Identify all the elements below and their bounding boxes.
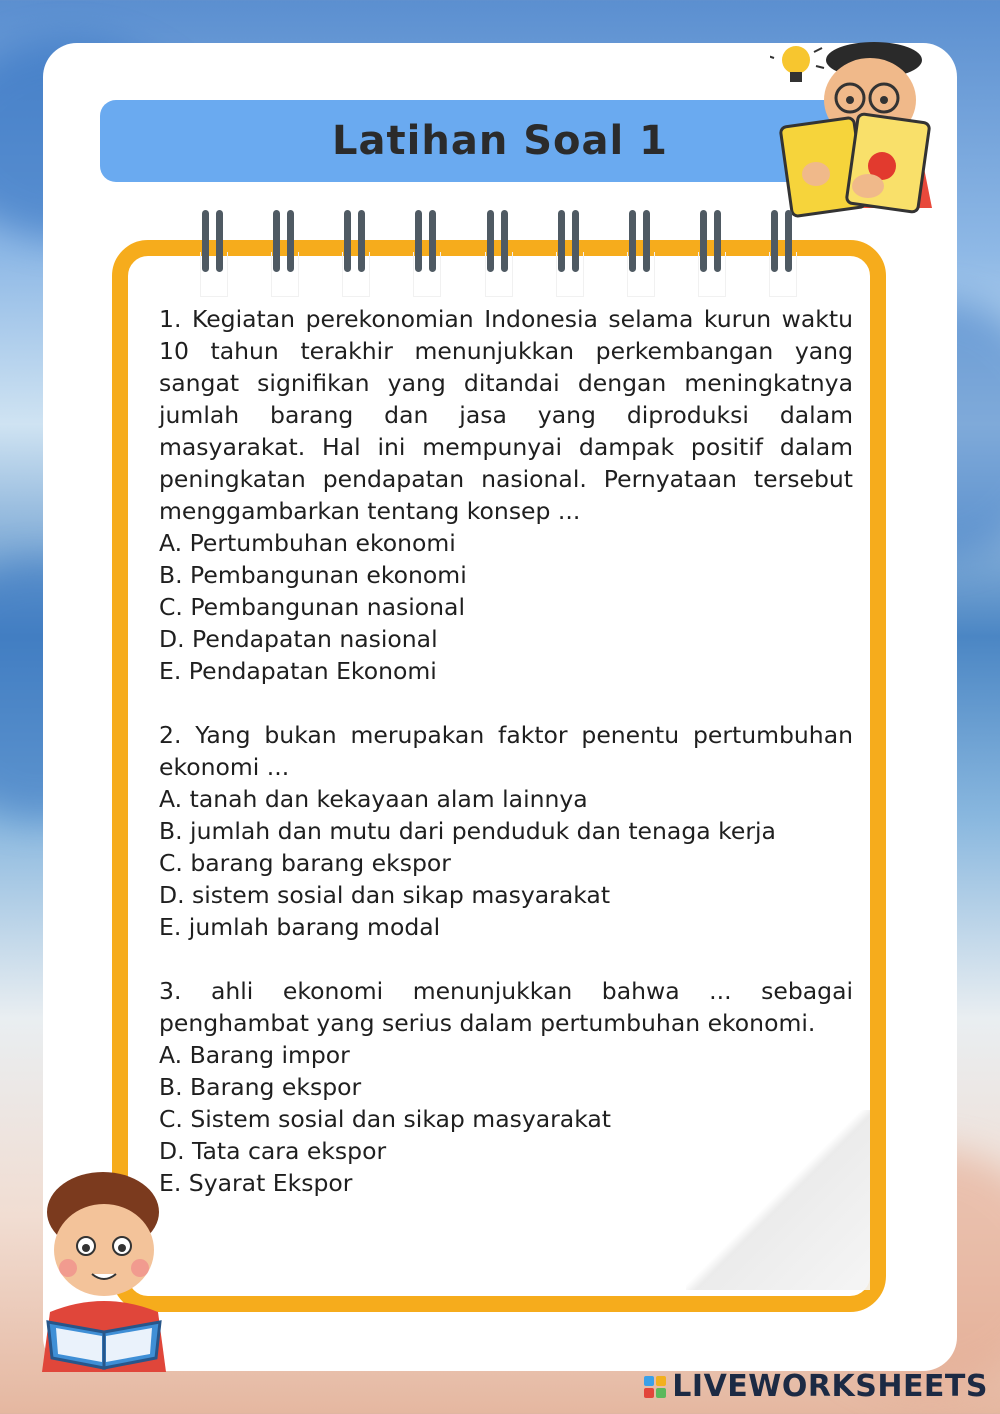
questions-list [159,303,853,1199]
binder-ring [556,210,582,274]
spacer [159,943,853,975]
lightbulb-icon [770,46,824,82]
binder-ring [271,210,297,274]
answer-option-d[interactable]: D. Pendapatan nasional [159,625,438,653]
answer-option-a[interactable]: A. tanah dan kekayaan alam lainnya [159,785,588,813]
answer-option-b[interactable]: B. jumlah dan mutu dari penduduk dan tenaga kerja [159,817,776,845]
answer-option-d[interactable]: D. Tata cara ekspor [159,1137,387,1165]
question-text: 1. Kegiatan perekonomian Indonesia selama kurun waktu 10 tahun terakhir menunjukkan perkembangan yang sangat signifikan yang ditandai dengan meningkatnya jumlah barang dan jasa yang diproduksi dalam masyarakat. Hal ini mempunyai dampak positif dalam peningkatan pendapatan nasional. Pernyataan tersebut menggambarkan tentang konsep ... [159,305,853,525]
binder-ring [698,210,724,274]
question-block [159,303,853,687]
binder-rings [0,210,1000,280]
binder-ring [769,210,795,274]
answer-option-d[interactable]: D. sistem sosial dan sikap masyarakat [159,881,611,909]
spacer [159,687,853,719]
binder-ring [342,210,368,274]
boy-reading-book-icon [28,1172,178,1372]
answer-option-e[interactable]: E. jumlah barang modal [159,913,441,941]
question-text: 2. Yang bukan merupakan faktor penentu pertumbuhan ekonomi ... [159,721,853,781]
answer-option-e[interactable]: E. Pendapatan Ekonomi [159,657,437,685]
question-text: 3. ahli ekonomi menunjukkan bahwa ... sebagai penghambat yang serius dalam pertumbuhan ekonomi. [159,977,853,1037]
answer-option-b[interactable]: B. Barang ekspor [159,1073,362,1101]
question-block [159,719,853,943]
binder-ring [200,210,226,274]
binder-ring [627,210,653,274]
liveworksheets-logo[interactable] [644,1369,988,1404]
binder-ring [485,210,511,274]
binder-ring [413,210,439,274]
liveworksheets-logo-icon [644,1376,666,1398]
answer-option-a[interactable]: A. Pertumbuhan ekonomi [159,529,456,557]
page-title: Latihan Soal 1 [332,118,668,164]
answer-option-a[interactable]: A. Barang impor [159,1041,350,1069]
answer-option-c[interactable]: C. Sistem sosial dan sikap masyarakat [159,1105,612,1133]
brand-name: LIVEWORKSHEETS [672,1369,988,1404]
answer-option-c[interactable]: C. Pembangunan nasional [159,593,465,621]
question-block [159,975,853,1199]
answer-option-c[interactable]: C. barang barang ekspor [159,849,451,877]
answer-option-b[interactable]: B. Pembangunan ekonomi [159,561,467,589]
answer-option-e[interactable]: E. Syarat Ekspor [159,1169,353,1197]
reading-boy-with-lightbulb-icon [770,38,940,218]
